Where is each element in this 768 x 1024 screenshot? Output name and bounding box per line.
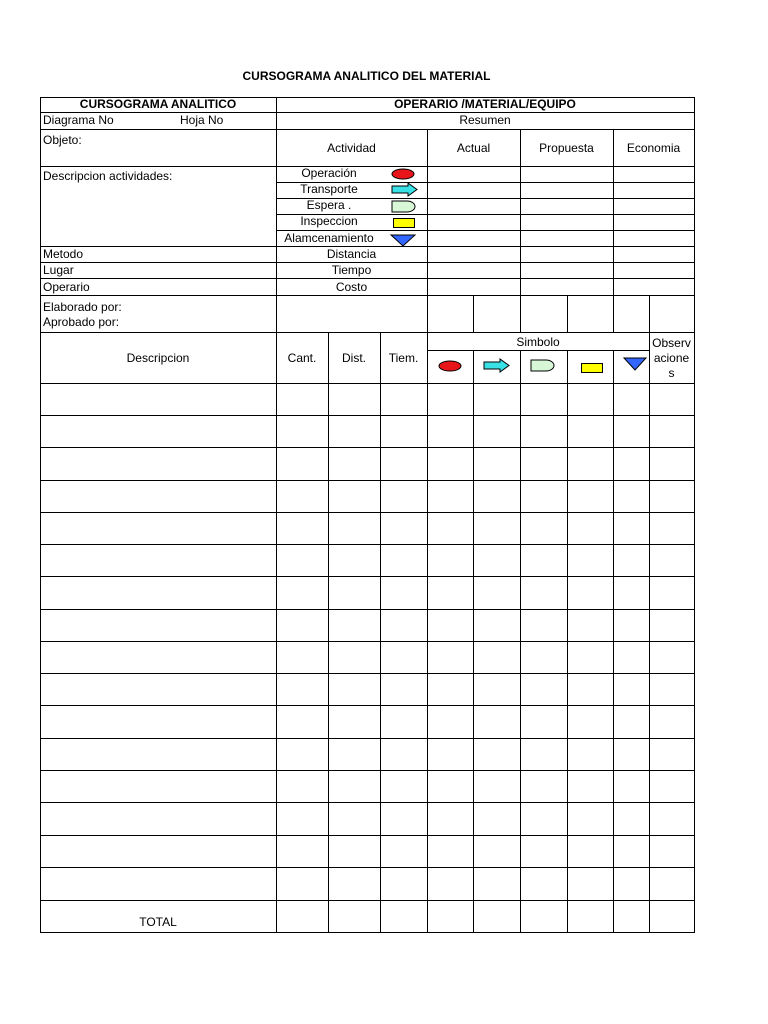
actual-header: Actual bbox=[456, 141, 491, 155]
delay-symbol-icon bbox=[392, 201, 415, 212]
dist-header: Dist. bbox=[342, 351, 366, 365]
observaciones-header-1: Observ bbox=[652, 336, 691, 350]
observaciones-header-3: s bbox=[668, 366, 675, 380]
descripcion-actividades-label: Descripcion actividades: bbox=[43, 169, 173, 183]
elaborado-label: Elaborado por: bbox=[43, 300, 122, 314]
storage-symbol-icon bbox=[391, 235, 415, 246]
cant-header: Cant. bbox=[287, 351, 317, 365]
transport-symbol-icon bbox=[392, 183, 417, 196]
tiempo-label: Tiempo bbox=[331, 263, 372, 277]
distancia-label: Distancia bbox=[326, 247, 377, 261]
costo-label: Costo bbox=[335, 280, 368, 294]
lugar-label: Lugar bbox=[43, 263, 74, 277]
activity-transport: Transporte bbox=[300, 182, 358, 196]
diagrama-label: Diagrama No bbox=[43, 113, 114, 127]
activity-operation: Operación bbox=[301, 166, 357, 180]
observaciones-header-2: acione bbox=[653, 351, 690, 365]
document-title: CURSOGRAMA ANALITICO DEL MATERIAL bbox=[242, 69, 491, 83]
simbolo-operation-icon bbox=[439, 361, 461, 371]
activity-inspection: Inspeccion bbox=[300, 214, 358, 228]
simbolo-inspection-icon bbox=[582, 364, 603, 373]
actividad-header: Actividad bbox=[327, 141, 376, 155]
simbolo-storage-icon bbox=[624, 358, 646, 370]
operario-label: Operario bbox=[43, 280, 90, 294]
metodo-label: Metodo bbox=[43, 247, 84, 261]
aprobado-label: Aprobado por: bbox=[43, 315, 120, 329]
descripcion-header: Descripcion bbox=[126, 351, 190, 365]
hoja-label: Hoja No bbox=[180, 113, 224, 127]
header-right: OPERARIO /MATERIAL/EQUIPO bbox=[394, 97, 576, 111]
simbolo-delay-icon bbox=[531, 360, 554, 371]
activity-storage: Alamcenamiento bbox=[284, 231, 374, 245]
activity-delay: Espera . bbox=[306, 198, 352, 212]
total-label: TOTAL bbox=[139, 915, 177, 929]
propuesta-header: Propuesta bbox=[539, 141, 594, 155]
simbolo-header: Simbolo bbox=[516, 335, 560, 349]
resumen-label: Resumen bbox=[459, 113, 511, 127]
simbolo-transport-icon bbox=[484, 359, 509, 372]
operation-symbol-icon bbox=[392, 169, 414, 179]
tiem-header: Tiem. bbox=[388, 351, 419, 365]
economia-header: Economia bbox=[626, 141, 681, 155]
inspection-symbol-icon bbox=[394, 219, 415, 228]
header-left: CURSOGRAMA ANALITICO bbox=[79, 97, 237, 111]
objeto-label: Objeto: bbox=[43, 133, 82, 147]
